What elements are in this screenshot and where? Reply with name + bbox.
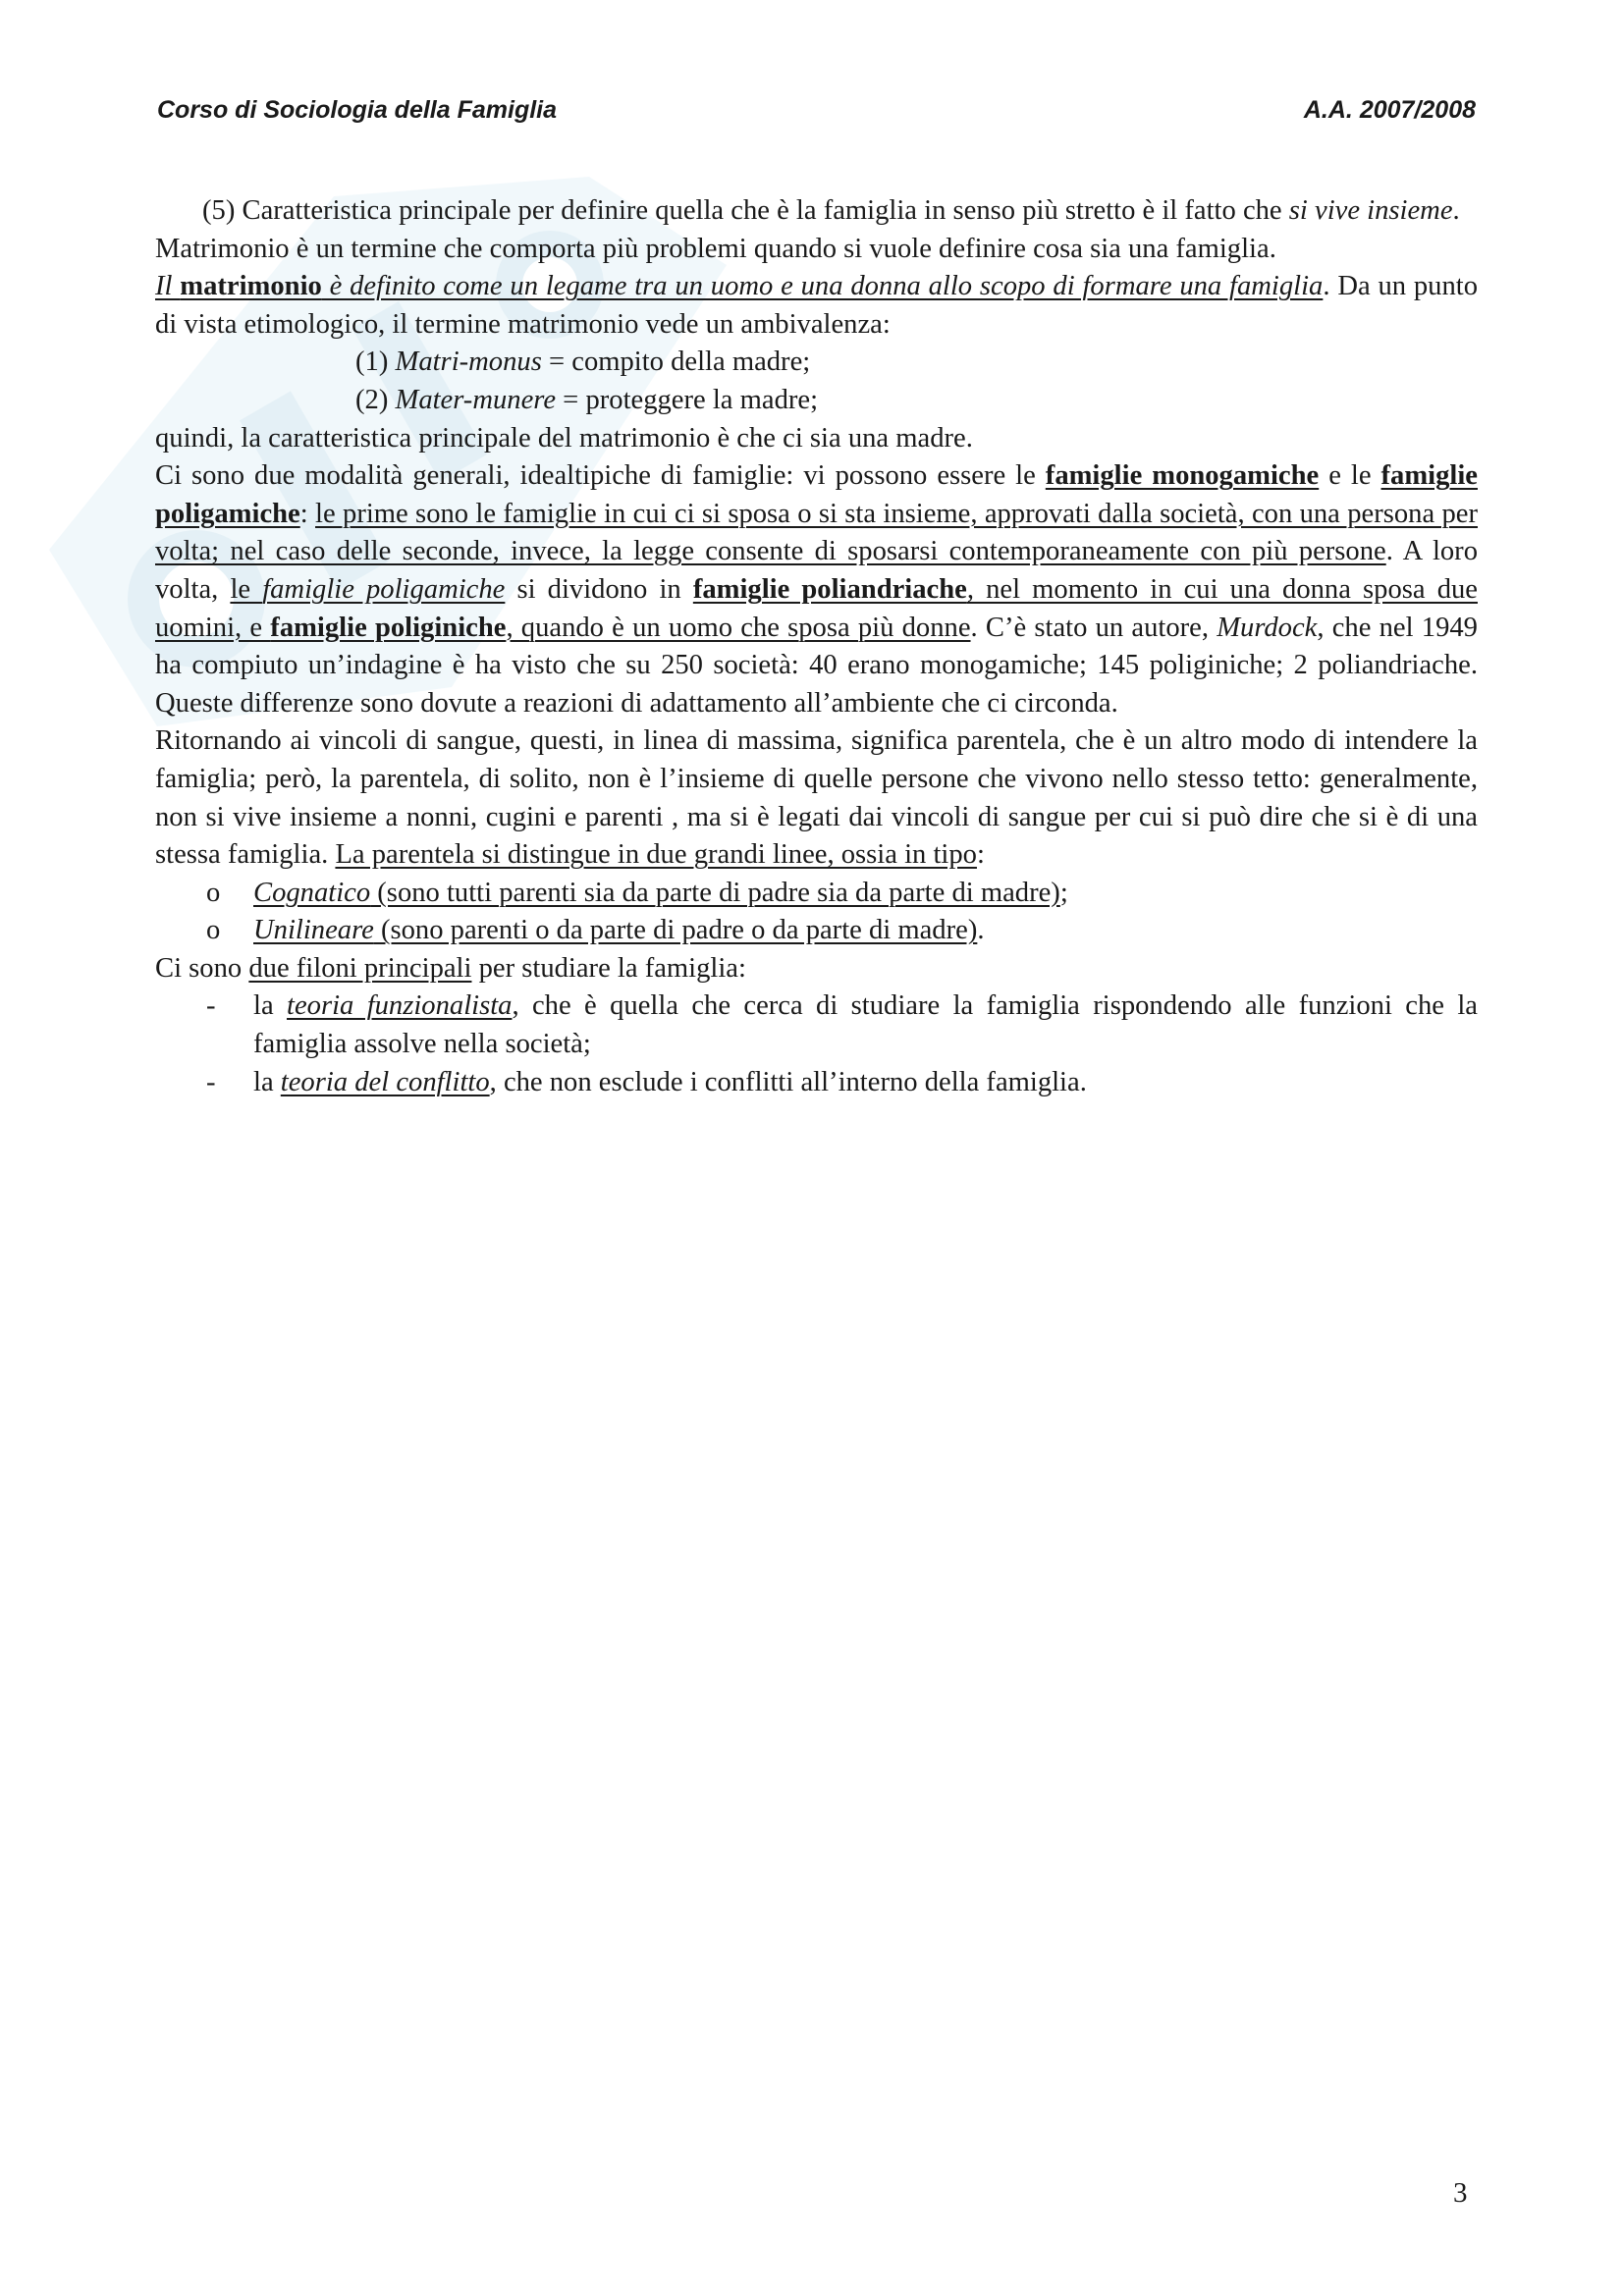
text-run: per studiare la famiglia: bbox=[471, 952, 746, 984]
bold-term: famiglie poligamiche bbox=[155, 460, 1478, 529]
text-run: . bbox=[977, 915, 985, 946]
italic-term: Cognatico bbox=[253, 877, 371, 908]
text-run: Ci sono due modalità generali, idealtipiche di famiglie: vi possono essere le bbox=[155, 460, 1046, 492]
list-item bbox=[155, 988, 1478, 1063]
kinship-list bbox=[155, 875, 1478, 950]
bold-term: famiglie poliginiche bbox=[270, 612, 507, 643]
text-run: = proteggere la madre; bbox=[556, 384, 819, 415]
list-item bbox=[155, 875, 1478, 913]
text-run: si dividono in bbox=[505, 573, 693, 605]
underlined-text: le prime sono le famiglie in cui ci si sposa o si sta insieme, approvati dalla società, con una persona per volta; nel caso delle seconde, invece, la legge consente di sposarsi contemporaneamente con più persone bbox=[155, 498, 1479, 567]
bold-term: famiglie monogamiche bbox=[1045, 460, 1320, 492]
item-number: (5) bbox=[202, 195, 236, 226]
text-run: ; bbox=[1059, 877, 1068, 908]
dash-marker: - bbox=[206, 1066, 216, 1097]
text-run: . C’è stato un autore, bbox=[970, 612, 1217, 643]
text-run: Ci sono bbox=[155, 952, 249, 984]
text-run: : bbox=[299, 498, 316, 529]
academic-year: A.A. 2007/2008 bbox=[1303, 96, 1476, 124]
text-run: , che non esclude i conflitti all’interno della famiglia. bbox=[489, 1066, 1087, 1097]
text-run: , nel momento in cui una donna sposa due uomini, e bbox=[155, 573, 1478, 643]
etymology-item bbox=[155, 382, 1478, 420]
paragraph-family-types bbox=[155, 457, 1478, 722]
italic-term: teoria del conflitto bbox=[280, 1066, 490, 1097]
list-item bbox=[155, 912, 1478, 950]
text-run: . bbox=[1452, 195, 1460, 226]
item-number: (2) bbox=[355, 384, 396, 415]
text-run: (sono tutti parenti sia da parte di padre sia da parte di madre) bbox=[370, 877, 1060, 908]
latin-term: Mater-munere bbox=[395, 384, 557, 415]
text-run: Ritornando ai vincoli di sangue, questi, in linea di massima, significa parentela, che è un altro modo di intendere la famiglia; però, la parentela, di solito, non è l’insieme di quelle persone che vivono nello stesso tetto: generalmente, non si vive insieme a nonni, cugini e parenti , ma si è legati dai vincoli di sangue per cui si può dire che si è di una stessa famiglia. bbox=[155, 725, 1478, 871]
list-item bbox=[155, 1064, 1478, 1102]
text-run: Il bbox=[155, 271, 181, 302]
author-name: Murdock bbox=[1217, 612, 1318, 643]
underlined-text: La parentela si distingue in due grandi linee, ossia in tipo bbox=[335, 839, 977, 871]
paragraph-matrimonio: Matrimonio è un termine che comporta più problemi quando si vuole definire cosa sia una famiglia. bbox=[155, 233, 1276, 264]
text-run: = compito della madre; bbox=[541, 347, 811, 378]
bold-term: famiglie poliandriache bbox=[692, 573, 967, 605]
text-run: . A loro volta, bbox=[155, 536, 1479, 605]
latin-term: Matri-monus bbox=[395, 347, 542, 378]
paragraph-5 bbox=[155, 192, 1478, 231]
theories-list bbox=[155, 988, 1478, 1101]
document-body bbox=[155, 192, 1478, 1101]
text-run: la bbox=[253, 1066, 281, 1097]
text-run: e le bbox=[1319, 460, 1381, 492]
underlined-text: due filoni principali bbox=[248, 952, 472, 984]
page-number: 3 bbox=[1453, 2177, 1468, 2209]
text-run: Caratteristica principale per definire quella che è la famiglia in senso più stretto è il fatto che bbox=[242, 195, 1289, 226]
italic-term: teoria funzionalista bbox=[287, 990, 513, 1022]
text-run: (sono parenti o da parte di padre o da parte di madre) bbox=[373, 915, 978, 946]
course-title: Corso di Sociologia della Famiglia bbox=[157, 96, 558, 124]
paragraph-definition bbox=[155, 268, 1478, 344]
bullet-marker: o bbox=[206, 877, 221, 908]
bold-term: matrimonio bbox=[180, 271, 322, 302]
text-run: : bbox=[976, 839, 985, 871]
italic-term: Unilineare bbox=[253, 915, 374, 946]
text-run: , che nel 1949 ha compiuto un’indagine è ha visto che su 250 società: 40 erano monogamiche; 145 poliginiche; 2 poliandriache. Queste differenze sono dovute a reazioni di adattamento all’ambiente che ci circonda. bbox=[155, 612, 1478, 719]
italic-phrase: si vive insieme bbox=[1288, 195, 1453, 226]
text-run: le bbox=[230, 573, 263, 605]
italic-term: famiglie poligamiche bbox=[262, 573, 506, 605]
paragraph-approaches bbox=[155, 950, 1478, 988]
etymology-item bbox=[155, 344, 1478, 382]
text-run: , che è quella che cerca di studiare la famiglia rispondendo alle funzioni che la famiglia assolve nella società; bbox=[253, 990, 1478, 1060]
italic-definition: è definito come un legame tra un uomo e una donna allo scopo di formare una famiglia bbox=[321, 271, 1324, 302]
paragraph-conclusion: quindi, la caratteristica principale del matrimonio è che ci sia una madre. bbox=[155, 422, 973, 454]
text-run: la bbox=[253, 990, 288, 1022]
item-number: (1) bbox=[355, 347, 396, 378]
text-run: . Da un punto di vista etimologico, il termine matrimonio vede un ambivalenza: bbox=[155, 271, 1478, 340]
text-run: , quando è un uomo che sposa più donne bbox=[506, 612, 971, 643]
dash-marker: - bbox=[206, 990, 216, 1022]
paragraph-kinship bbox=[155, 722, 1478, 874]
bullet-marker: o bbox=[206, 915, 221, 946]
page-header bbox=[157, 96, 1476, 125]
